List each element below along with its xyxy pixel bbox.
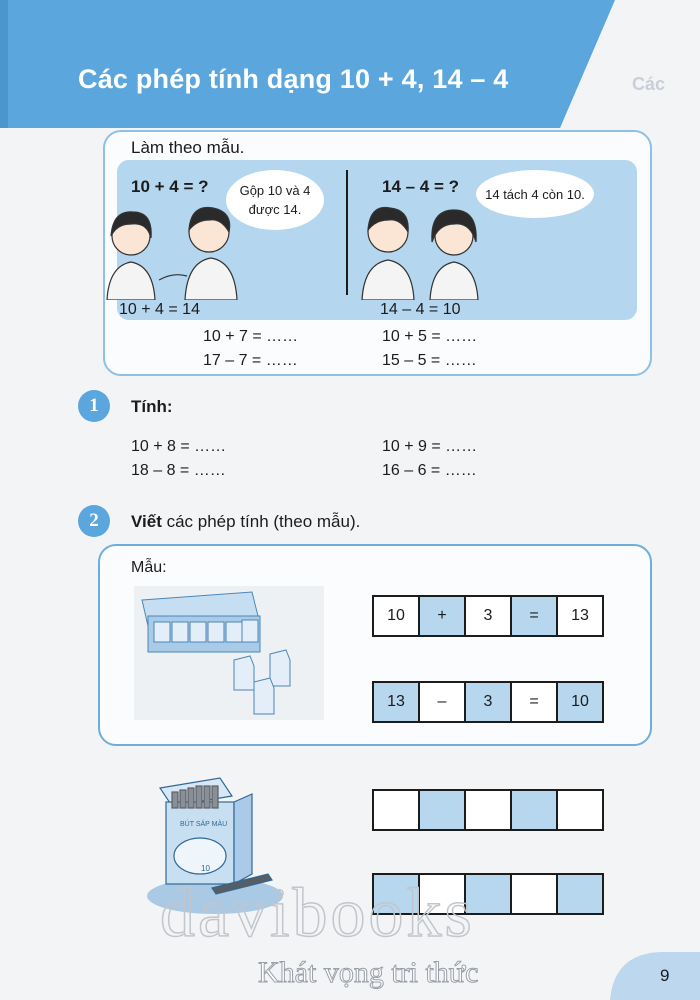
milk-cartons-illustration: [134, 586, 324, 720]
children-illustration-right: [356, 196, 496, 300]
sample-cell: 3: [464, 595, 512, 637]
sample-cell: +: [418, 595, 466, 637]
exercise-2-label-bold: Viết: [131, 512, 162, 531]
sample-cell: =: [510, 681, 558, 723]
right-result: 14 – 4 = 10: [380, 301, 461, 318]
watermark-slogan: Khát vọng tri thức: [258, 956, 479, 989]
crayon-box-label: BÚT SÁP MÀU: [180, 821, 228, 828]
answer-cell[interactable]: [510, 789, 558, 831]
page-number-tab: [600, 950, 700, 1000]
exercise-1-number: 1: [78, 390, 110, 422]
children-illustration-left: [93, 196, 253, 300]
exercise-1-label: Tính:: [131, 397, 173, 416]
left-speech-bubble: Gộp 10 và 4 được 14.: [226, 170, 324, 230]
sample-cell: –: [418, 681, 466, 723]
intro-exercise: 10 + 7 = ……: [203, 328, 299, 345]
sample-cell: =: [510, 595, 558, 637]
sample-cell: 10: [556, 681, 604, 723]
answer-row-1: [374, 789, 604, 831]
exercise-1-item: 16 – 6 = ……: [382, 462, 477, 479]
sample-row-1: [374, 595, 604, 637]
answer-cell[interactable]: [556, 789, 604, 831]
intro-instruction: Làm theo mẫu.: [131, 138, 245, 157]
panel-divider: [346, 170, 348, 295]
sample-row-2: [374, 681, 604, 723]
right-question: 14 – 4 = ?: [382, 177, 460, 196]
answer-cell[interactable]: [464, 789, 512, 831]
left-question: 10 + 4 = ?: [131, 177, 209, 196]
sample-label: Mẫu:: [131, 559, 167, 576]
exercise-1-item: 10 + 9 = ……: [382, 438, 478, 455]
answer-cell[interactable]: [510, 873, 558, 915]
page-title: Các phép tính dạng 10 + 4, 14 – 4: [78, 64, 509, 94]
exercise-1-item: 10 + 8 = ……: [131, 438, 227, 455]
sample-cell: 3: [464, 681, 512, 723]
left-result: 10 + 4 = 14: [119, 301, 200, 318]
intro-exercise: 15 – 5 = ……: [382, 352, 477, 369]
crayon-box-count: 10: [201, 864, 210, 873]
exercise-2-label-rest: các phép tính (theo mẫu).: [161, 512, 361, 531]
intro-exercise: 10 + 5 = ……: [382, 328, 478, 345]
sample-cell: 10: [372, 595, 420, 637]
intro-exercise: 17 – 7 = ……: [203, 352, 298, 369]
sample-cell: 13: [556, 595, 604, 637]
watermark-brand: davibooks: [160, 875, 475, 952]
sample-cell: 13: [372, 681, 420, 723]
answer-cell[interactable]: [418, 789, 466, 831]
exercise-1-item: 18 – 8 = ……: [131, 462, 226, 479]
right-speech-bubble: 14 tách 4 còn 10.: [476, 170, 594, 218]
page-number: 9: [660, 966, 670, 985]
answer-cell[interactable]: [372, 789, 420, 831]
faded-side-title: Các: [632, 74, 666, 94]
exercise-2-label: [131, 512, 360, 532]
answer-cell[interactable]: [556, 873, 604, 915]
exercise-2-number: 2: [78, 505, 110, 537]
